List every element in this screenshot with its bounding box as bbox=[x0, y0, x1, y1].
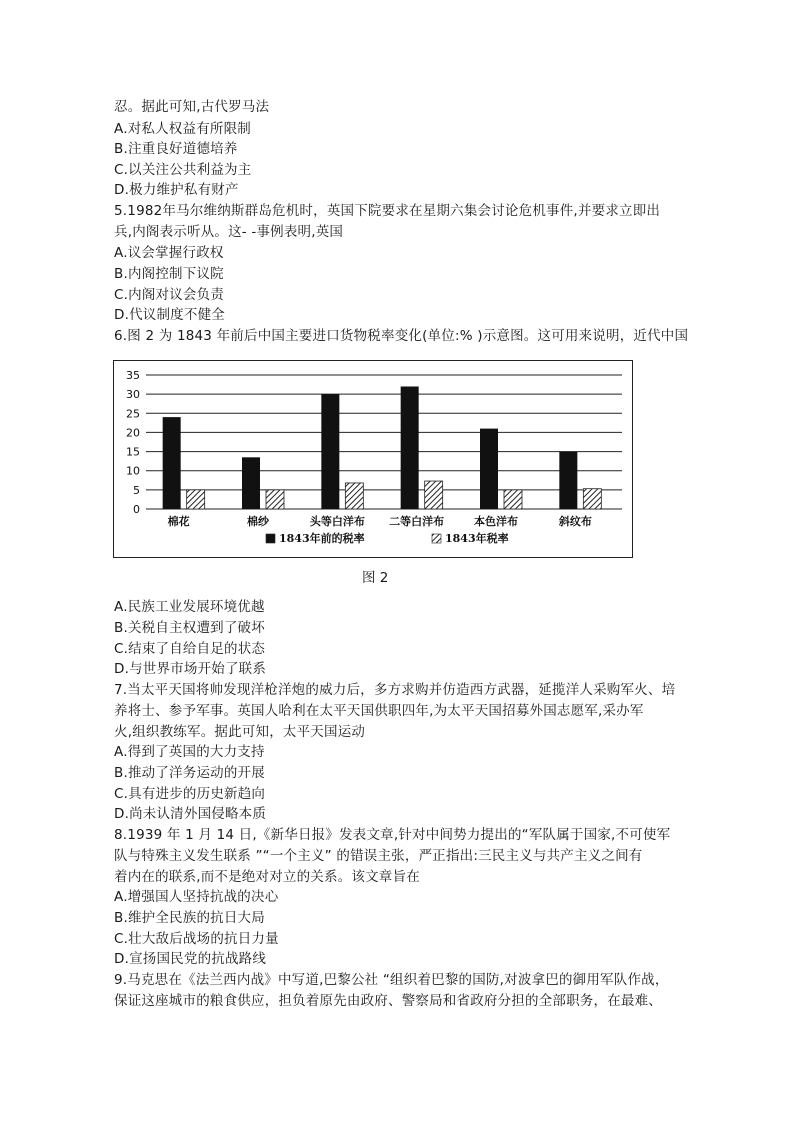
x-tick-label: 二等白洋布 bbox=[389, 515, 445, 528]
q6-option-a: A.民族工业发展环境优越 bbox=[114, 599, 265, 615]
q7-option-b: B.推动了洋务运动的开展 bbox=[114, 765, 265, 781]
y-tick-label: 0 bbox=[133, 503, 140, 516]
q8-option-c: C.壮大敌后战场的抗日力量 bbox=[114, 931, 279, 947]
q9-stem-line-2: 保证这座城市的粮食供应，担负着原先由政府、警察局和省政府分担的全部职务，在最难、 bbox=[114, 993, 662, 1009]
q5-option-a: A.议会掌握行政权 bbox=[114, 245, 224, 261]
y-tick-label: 10 bbox=[126, 464, 140, 478]
q8-stem-line-1: 8.1939 年 1 月 14 日,《新华日报》发表文章,针对中间势力提出的“军队属于国家,不可使军 bbox=[114, 827, 671, 843]
bar-in-1843-5 bbox=[583, 489, 601, 509]
y-tick-label: 20 bbox=[126, 426, 140, 440]
q7-option-d: D.尚未认清外国侵略本质 bbox=[114, 806, 267, 822]
bar-in-1843-0 bbox=[187, 490, 205, 509]
y-tick-label: 15 bbox=[126, 445, 140, 459]
bar-in-1843-2 bbox=[345, 483, 363, 509]
x-tick-label: 斜纹布 bbox=[558, 515, 592, 528]
bar-in-1843-3 bbox=[425, 481, 443, 509]
q7-option-a: A.得到了英国的大力支持 bbox=[114, 744, 265, 760]
q4-option-c: C.以关注公共利益为主 bbox=[114, 162, 252, 178]
q7-stem-line-2: 养将士、参予军事。英国人哈利在太平天国供职四年,为太平天国招募外国志愿军,采办军 bbox=[114, 703, 644, 719]
bar-before-1843-0 bbox=[163, 417, 181, 509]
figure-caption: 图 2 bbox=[362, 570, 389, 586]
bar-in-1843-4 bbox=[504, 490, 522, 509]
y-tick-label: 5 bbox=[133, 483, 140, 497]
bar-before-1843-1 bbox=[242, 457, 260, 509]
q8-option-b: B.维护全民族的抗日大局 bbox=[114, 910, 265, 926]
bar-before-1843-4 bbox=[480, 429, 498, 509]
y-tick-label: 30 bbox=[126, 388, 140, 402]
q9-stem-line-1: 9.马克思在《法兰西内战》中写道,巴黎公社 “组织着巴黎的国防,对波拿巴的御用军队作战， bbox=[114, 972, 669, 988]
legend-label-1: 1843年税率 bbox=[445, 532, 509, 545]
q6-option-b: B.关税自主权遭到了破坏 bbox=[114, 620, 265, 636]
bar-before-1843-2 bbox=[321, 394, 339, 509]
q5-option-d: D.代议制度不健全 bbox=[114, 307, 225, 323]
q6-option-d: D.与世界市场开始了联系 bbox=[114, 661, 267, 677]
legend-label-0: 1843年前的税率 bbox=[279, 532, 365, 545]
bar-in-1843-1 bbox=[266, 490, 284, 509]
q6-option-c: C.结束了自给自足的状态 bbox=[114, 641, 266, 657]
q8-option-d: D.宣扬国民党的抗战路线 bbox=[114, 951, 267, 967]
q8-stem-line-2: 队与特殊主义发生联系 ”“一个主义” 的错误主张，严正指出:三民主义与共产主义之间有 bbox=[114, 848, 643, 864]
q7-option-c: C.具有进步的历史新趋向 bbox=[114, 786, 266, 802]
q5-stem-line-2: 兵,内阁表示听从。这- -事例表明,英国 bbox=[114, 224, 344, 240]
q5-option-c: C.内阁对议会负责 bbox=[114, 287, 225, 303]
legend-swatch-0 bbox=[266, 534, 275, 543]
y-tick-label: 25 bbox=[126, 407, 140, 421]
q4-option-a: A.对私人权益有所限制 bbox=[114, 121, 251, 137]
bar-before-1843-3 bbox=[401, 386, 419, 509]
chart-canvas bbox=[114, 361, 632, 557]
q5-option-b: B.内阁控制下议院 bbox=[114, 266, 224, 282]
q7-stem-line-1: 7.当太平天国将帅发现洋枪洋炮的威力后，多方求购并仿造西方武器，延揽洋人采购军火、培 bbox=[114, 682, 676, 698]
q4-option-b: B.注重良好道德培养 bbox=[114, 141, 238, 157]
x-tick-label: 棉纱 bbox=[247, 515, 269, 528]
q5-stem-line-1: 5.1982年马尔维纳斯群岛危机时，英国下院要求在星期六集会讨论危机事件,并要求立即出 bbox=[114, 203, 661, 219]
y-tick-label: 35 bbox=[126, 369, 140, 382]
q6-stem-line-1: 6.图 2 为 1843 年前后中国主要进口货物税率变化(单位:% )示意图。这可用来说明，近代中国 bbox=[114, 328, 689, 344]
q8-stem-line-3: 着内在的联系,而不是绝对对立的关系。该文章旨在 bbox=[114, 869, 420, 885]
q8-option-a: A.增强国人坚持抗战的决心 bbox=[114, 889, 279, 905]
x-tick-label: 棉花 bbox=[167, 515, 190, 528]
tariff-bar-chart bbox=[113, 360, 633, 558]
q7-stem-line-3: 火,组织教练军。据此可知，太平天国运动 bbox=[114, 724, 366, 740]
q4-stem-tail: 忍。据此可知,古代罗马法 bbox=[114, 99, 270, 115]
bar-before-1843-5 bbox=[559, 452, 577, 509]
x-tick-label: 头等白洋布 bbox=[309, 515, 365, 528]
x-tick-label: 本色洋布 bbox=[474, 515, 518, 528]
legend-swatch-1 bbox=[432, 534, 441, 543]
q4-option-d: D.极力维护私有财产 bbox=[114, 182, 239, 198]
